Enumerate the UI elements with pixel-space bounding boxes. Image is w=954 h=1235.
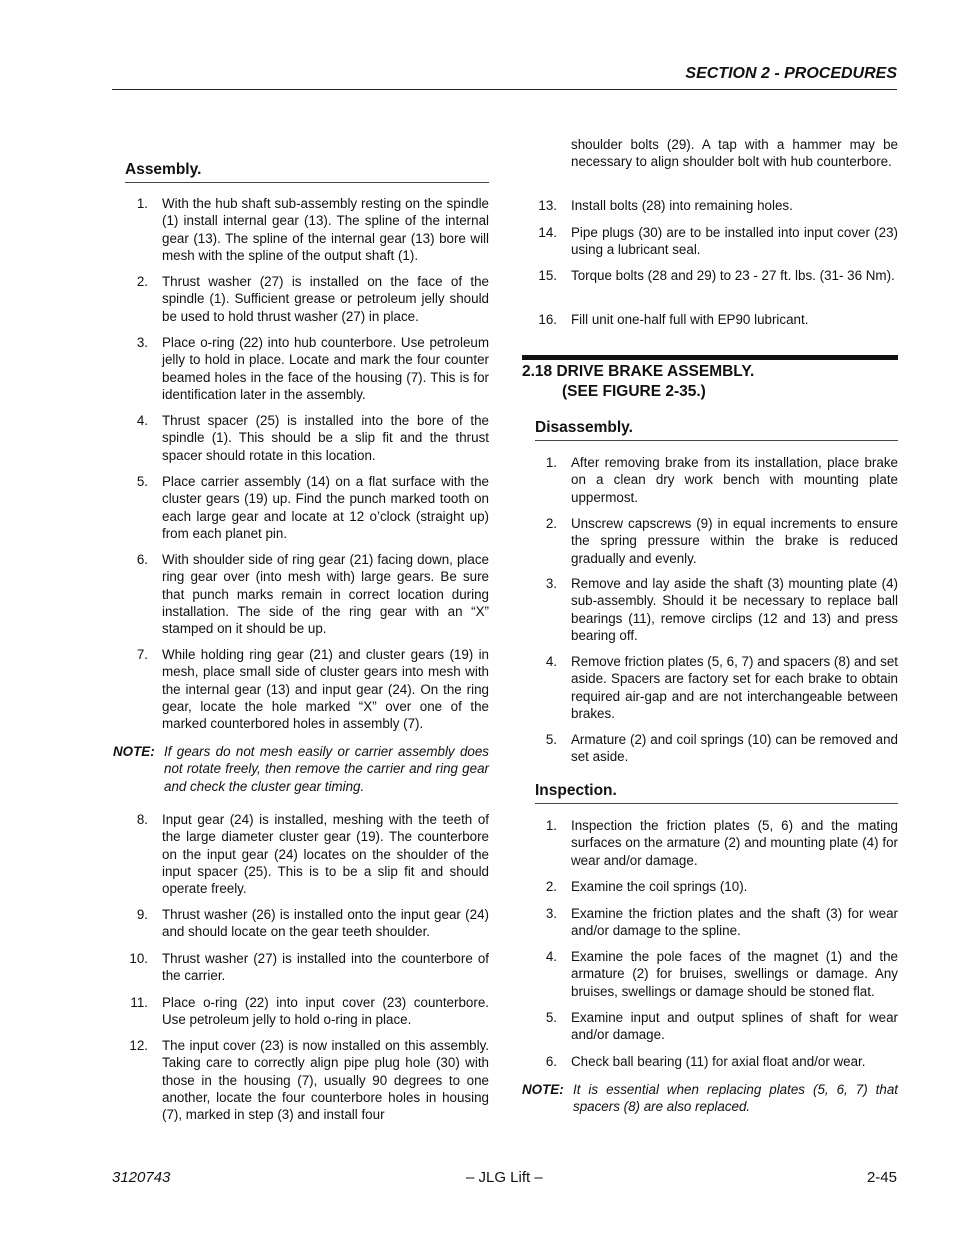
step-number: 5. — [545, 1010, 557, 1025]
step-number: 4. — [136, 413, 148, 428]
step-number: 6. — [136, 552, 148, 567]
step-text: Examine the pole faces of the magnet (1) and the armature (2) for bruises, swellings or damage. Any bruises, swellings or damage should be stoned flat. — [571, 949, 898, 999]
assembly-heading: Assembly. — [125, 161, 202, 178]
step-text: Thrust washer (26) is installed onto the input gear (24) and should locate on the gear teeth shoulder. — [162, 907, 489, 940]
header-rule — [112, 89, 897, 90]
step-number: 3. — [545, 576, 557, 591]
page-number: 2-45 — [866, 1169, 897, 1186]
step-number: 2. — [136, 274, 148, 289]
step-number: 12. — [129, 1038, 148, 1053]
step-text: Examine input and output splines of shaft for wear and/or damage. — [571, 1010, 898, 1043]
step-number: 3. — [545, 906, 557, 921]
step-number: 8. — [136, 812, 148, 827]
step-number: 4. — [545, 654, 557, 669]
step-text: Examine the friction plates and the shaft (3) for wear and/or damage to the spline. — [571, 906, 898, 939]
section-header: SECTION 2 - PROCEDURES — [685, 65, 897, 82]
step-number: 4. — [545, 949, 557, 964]
step-text: Fill unit one-half full with EP90 lubricant. — [571, 312, 809, 327]
step-text: Thrust spacer (25) is installed into the bore of the spindle (1). This should be a slip fit and the thrust spacer should rotate in this location. — [162, 413, 489, 463]
step-text: Armature (2) and coil springs (10) can be removed and set aside. — [571, 732, 898, 765]
step-text: Check ball bearing (11) for axial float and/or wear. — [571, 1054, 866, 1069]
step-number: 13. — [538, 198, 557, 213]
disassembly-heading: Disassembly. — [535, 419, 633, 436]
inspection-heading-rule — [535, 803, 898, 804]
step-text: Input gear (24) is installed, meshing with the teeth of the large diameter cluster gear (19). The counterbore on the input gear (24) locates on the shoulder of the input spacer (25). This is to be a slip fit and should operate freely. — [162, 812, 489, 897]
step-text: Remove friction plates (5, 6, 7) and spacers (8) and set aside. Spacers are factory set for each brake to obtain required air-gap and are not interchangeable between brakes. — [571, 654, 898, 721]
step-text: With shoulder side of ring gear (21) facing down, place ring gear over (into mesh with) large gears. Be sure that punch marks remain in correct location during installation. The side of the ring gear with an “X” stamped on it should be up. — [162, 552, 489, 637]
note-text: If gears do not mesh easily or carrier assembly does not rotate freely, then remove the carrier and ring gear and check the cluster gear timing. — [164, 744, 489, 794]
step-number: 11. — [130, 995, 148, 1010]
assembly-heading-rule — [125, 182, 489, 183]
step-number: 1. — [136, 196, 148, 211]
step-text: Install bolts (28) into remaining holes. — [571, 198, 793, 213]
document-number: 3120743 — [112, 1169, 171, 1186]
step-text: Thrust washer (27) is installed into the counterbore of the carrier. — [162, 951, 489, 984]
step-number: 5. — [545, 732, 557, 747]
step-text: Place carrier assembly (14) on a flat surface with the cluster gears (19) up. Find the punch marked tooth on each large gear and locate at 12 o’clock (straight up) from each planet pin. — [162, 474, 489, 541]
publisher: – JLG Lift – — [466, 1169, 543, 1186]
step-number: 7. — [136, 647, 148, 662]
step-continuation: shoulder bolts (29). A tap with a hammer may be necessary to align shoulder bolt with hub counterbore. — [571, 137, 898, 170]
disassembly-heading-rule — [535, 440, 898, 441]
step-text: With the hub shaft sub-assembly resting on the spindle (1) install internal gear (13). The spline of the internal gear (13). The spline of the internal gear (13) bore will mesh with the spline of the output shaft (1). — [162, 196, 489, 263]
step-text: Unscrew capscrews (9) in equal increments to ensure the spring pressure within the brake is reduced gradually and evenly. — [571, 516, 898, 566]
step-number: 15. — [538, 268, 557, 283]
step-text: Examine the coil springs (10). — [571, 879, 748, 894]
step-text: Place o-ring (22) into hub counterbore. Use petroleum jelly to hold in place. Locate and mark the four counter beamed holes in the face of the housing (7). This is for identification later in the assembly. — [162, 335, 489, 402]
step-text: Place o-ring (22) into input cover (23) counterbore. Use petroleum jelly to hold o-ring in place. — [162, 995, 489, 1028]
step-text: Remove and lay aside the shaft (3) mounting plate (4) sub-assembly. Should it be necessary to replace ball bearings (11), remove circlips (12 and 13) and press bearing off. — [571, 576, 898, 643]
step-text: Inspection the friction plates (5, 6) and the mating surfaces on the armature (2) and mounting plate (4) for wear and/or damage. — [571, 818, 898, 868]
step-number: 14. — [538, 225, 557, 240]
step-number: 3. — [136, 335, 148, 350]
step-text: While holding ring gear (21) and cluster gears (19) in mesh, place small side of cluster gears into mesh with the internal gear (13) and input gear (24). On the ring gear, locate the hole marked “X” over one of the marked counterbored holes in assembly (7). — [162, 647, 489, 732]
step-text: Thrust washer (27) is installed on the face of the spindle (1). Sufficient grease or petroleum jelly should be used to hold thrust washer (27) in place. — [162, 274, 489, 324]
note-label: NOTE: — [113, 744, 155, 759]
step-number: 5. — [136, 474, 148, 489]
step-number: 9. — [136, 907, 148, 922]
step-text: The input cover (23) is now installed on this assembly. Taking care to correctly align pipe plug hole (30) with those in the housing (7), usually 90 degrees to one another, locate the four counterbore holes in housing (7), marked in step (3) and install four — [162, 1038, 489, 1123]
step-number: 1. — [545, 818, 557, 833]
section-title — [522, 362, 754, 402]
section-bar — [522, 355, 898, 360]
step-number: 2. — [545, 879, 557, 894]
inspection-heading: Inspection. — [535, 782, 617, 799]
step-number: 6. — [545, 1054, 557, 1069]
step-text: Torque bolts (28 and 29) to 23 - 27 ft. lbs. (31- 36 Nm). — [571, 268, 895, 283]
section-title-line: 2.18 DRIVE BRAKE ASSEMBLY. — [522, 363, 755, 380]
step-number: 10. — [129, 951, 148, 966]
step-number: 16. — [538, 312, 557, 327]
step-number: 2. — [545, 516, 557, 531]
note-label: NOTE: — [522, 1082, 564, 1097]
step-text: Pipe plugs (30) are to be installed into input cover (23) using a lubricant seal. — [571, 225, 898, 258]
step-number: 1. — [545, 455, 557, 470]
step-text: After removing brake from its installation, place brake on a clean dry work bench with mounting plate uppermost. — [571, 455, 898, 505]
section-title-line: (SEE FIGURE 2-35.) — [562, 383, 706, 400]
note-text: It is essential when replacing plates (5, 6, 7) that spacers (8) are also replaced. — [573, 1082, 898, 1115]
